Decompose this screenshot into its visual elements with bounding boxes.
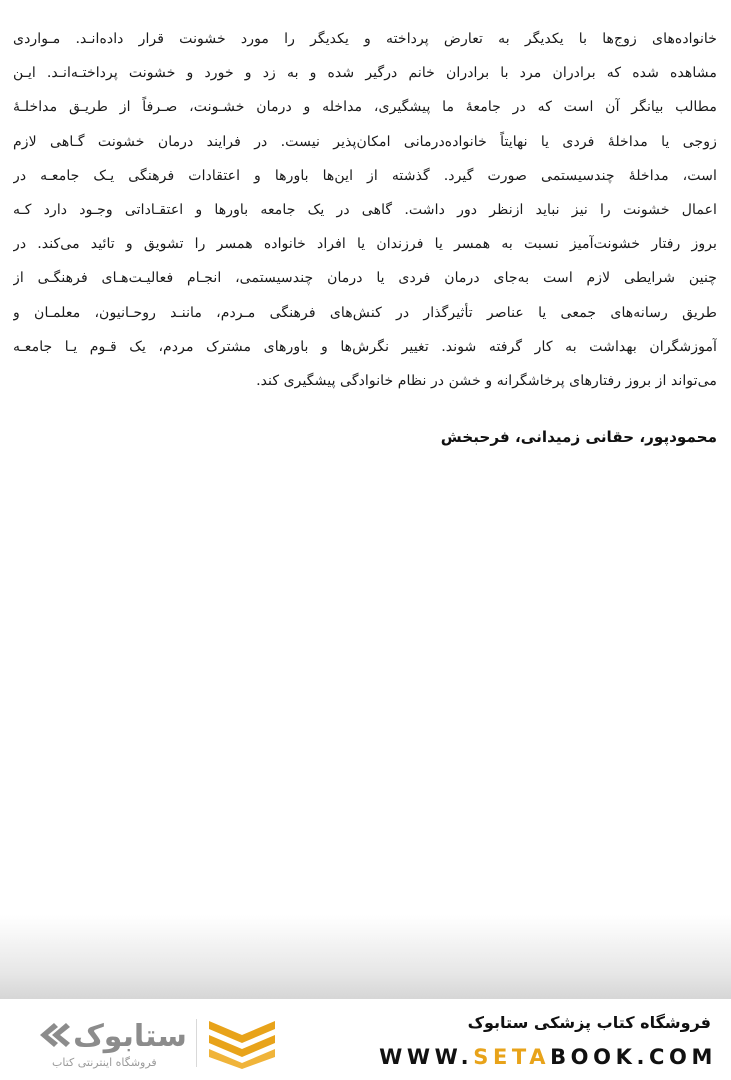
footer-banner	[0, 999, 731, 1080]
author-citation: محمودپور، حقانی زمیدانی، فرحبخش	[440, 428, 717, 446]
store-url-accent: SETA	[473, 1045, 551, 1069]
footer-shadow	[0, 915, 731, 999]
store-url-suffix: BOOK.COM	[550, 1045, 717, 1069]
body-line-last: می‌تواند از بروز رفتارهای پرخاشگرانه و خشن در نظام خانوادگی پیشگیری کند.	[256, 372, 717, 389]
body-line: طریق رسانه‌های جمعی یا عناصر تأثیرگذار در کنش‌های فرهنگی مـردم، ماننـد روحـانیون، معلمـان و	[13, 304, 717, 321]
logo-divider	[196, 1019, 197, 1067]
body-line: بروز رفتار خشونت‌آمیز نسبت به همسر یا فرزندان یا افراد خانواده همسر را تشویق و تائید می‌کند. در	[13, 236, 717, 253]
body-line: زوجی یا مداخلهٔ فردی یا نهایتاً خانواده‌درمانی امکان‌پذیر نیست. در فرایند درمان خشونت گـاهی لازم	[13, 133, 717, 150]
store-url-prefix: WWW.	[379, 1045, 474, 1069]
body-text	[13, 22, 717, 398]
body-line: آموزشگران بهداشت به کار گرفته شوند. تغییر نگرش‌ها و باورهای مشترک مردم، یک قـوم یـا جامعـه	[13, 338, 717, 355]
body-line: چنین شرایطی لازم است به‌جای درمان فردی یا درمان چندسیستمی، انجـام فعالیـت‌هـای فرهنگـی از	[13, 270, 717, 287]
logo-wordmark-text: ستابوک	[73, 1019, 187, 1054]
store-name: فروشگاه کتاب پزشکی ستابوک	[467, 1013, 711, 1032]
setabook-wordmark-logo	[38, 1015, 188, 1055]
body-line: خانواده‌های زوج‌ها با یکدیگر به تعارض پرداخته و یکدیگر را مورد خشونت قرار داده‌انـد. مـواردی	[13, 31, 717, 47]
body-line: است، مداخلهٔ چندسیستمی صورت گیرد. گذشته از این‌ها باورها و اعتقادات فرهنگی یـک جامعـه در	[13, 167, 717, 184]
logo-caption: فروشگاه اینترنتی کتاب	[52, 1056, 157, 1069]
body-line: اعمال خشونت را نیز نباید ازنظر دور داشت. گاهی در یک جامعه باورها و اعتقـاداتی وجـود دارد کـه	[13, 201, 717, 218]
setabook-chevron-logo-icon	[205, 1015, 279, 1069]
store-url[interactable]	[379, 1045, 717, 1069]
body-line: مطالب بیانگر آن است که در جامعهٔ ما پیشگیری، مداخله و درمان خشـونت، صـرفاً از طریـق مداخلـهٔ	[13, 99, 717, 116]
body-line: مشاهده شده که برادران مرد با برادران خانم درگیر شده و به زد و خورد و خشونت پرداختـه‌انـد. ایـن	[13, 65, 717, 82]
